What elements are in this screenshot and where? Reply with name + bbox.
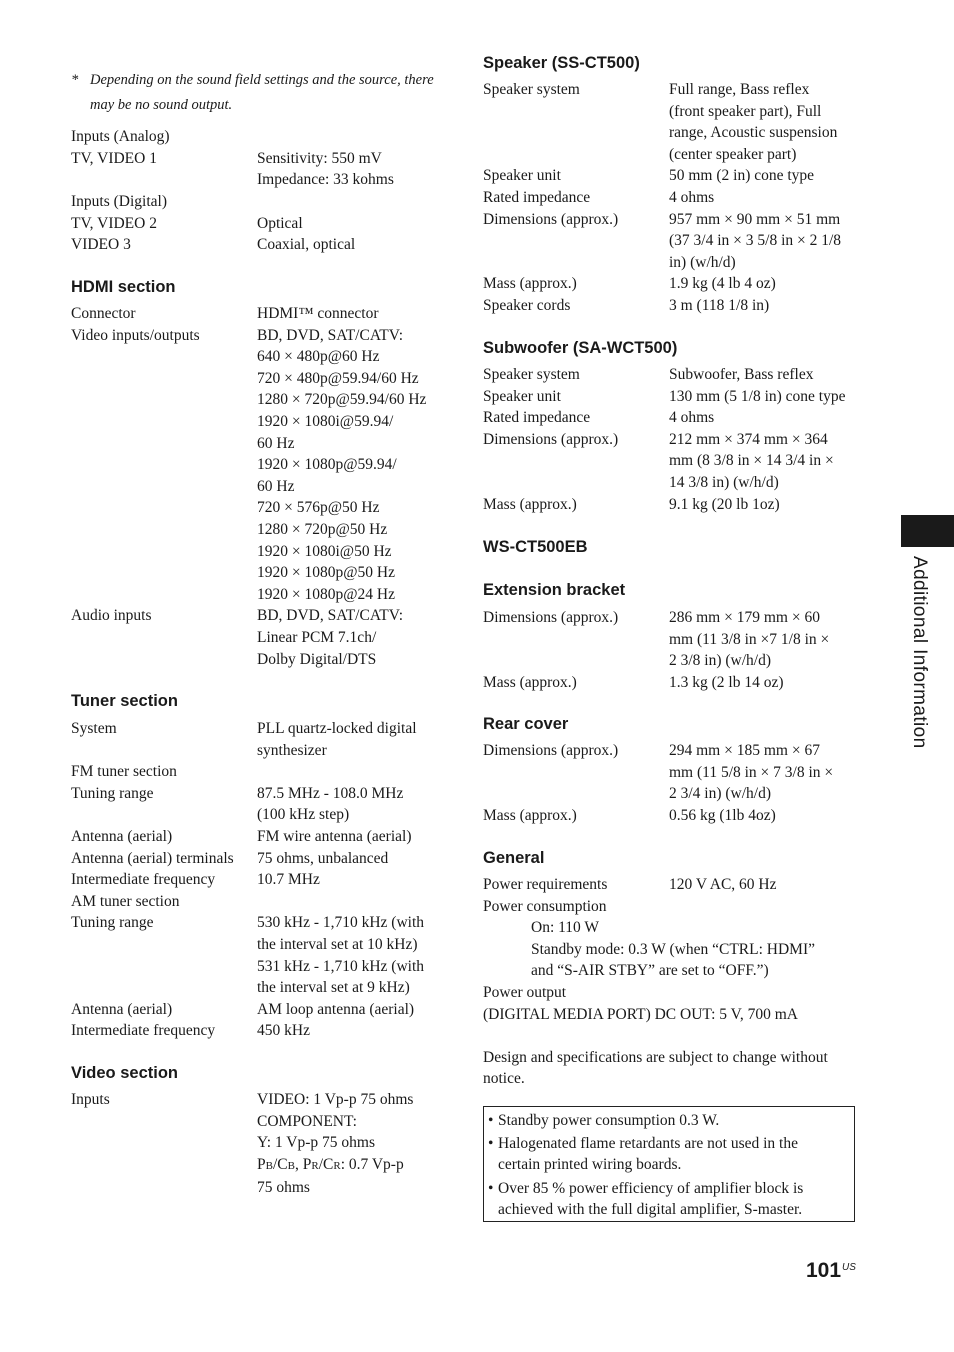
footnote-marker: * xyxy=(71,72,79,88)
bullet-text: Halogenated flame retardants are not used in the certain printed wiring boards. xyxy=(498,1134,798,1174)
page-region-suffix: US xyxy=(842,1262,856,1273)
disclaimer-line: notice. xyxy=(483,1070,525,1088)
bullet-marker: • xyxy=(488,1112,494,1129)
spec-value-line: 10.7 MHz xyxy=(257,871,320,889)
video-rows xyxy=(71,1089,451,1199)
spec-value-line: mm (11 3/8 in ×7 1/8 in × xyxy=(669,630,830,648)
spec-value-line: 3 m (118 1/8 in) xyxy=(669,296,770,314)
spec-row xyxy=(483,209,863,274)
bullet-text: Over 85 % power efficiency of amplifier block is achieved with the full digital amplifier, S-master. xyxy=(498,1179,804,1219)
spec-value-line: 14 3/8 in) (w/h/d) xyxy=(669,473,779,491)
bullet-marker: • xyxy=(488,1134,494,1152)
spec-value xyxy=(257,213,451,235)
hdmi-section-title: HDMI section xyxy=(71,278,176,296)
spec-row xyxy=(71,891,451,913)
bullet-marker: • xyxy=(488,1179,494,1197)
spec-value-line: Dolby Digital/DTS xyxy=(257,650,377,668)
rear-cover-rows xyxy=(483,740,863,826)
video-component-line: COMPONENT: xyxy=(257,1112,357,1130)
spec-row xyxy=(71,912,451,998)
spec-value xyxy=(257,869,451,891)
spec-value xyxy=(669,429,863,494)
spec-value xyxy=(669,386,863,408)
spec-value-line: 1280 × 720p@50 Hz xyxy=(257,520,388,538)
power-standby-line: Standby mode: 0.3 W (when “CTRL: HDMI” xyxy=(531,940,815,958)
spec-value xyxy=(669,209,863,274)
spec-row xyxy=(483,187,863,209)
spec-label: Mass (approx.) xyxy=(483,673,577,691)
spec-value xyxy=(669,364,863,386)
spec-label: Connector xyxy=(71,305,136,322)
spec-row xyxy=(71,605,451,670)
spec-value-line: 75 ohms, unbalanced xyxy=(257,849,389,867)
spec-row xyxy=(71,234,451,256)
inputs-digital-rows xyxy=(71,213,451,256)
eco-bullet-item xyxy=(488,1178,848,1221)
spec-label: Inputs xyxy=(71,1091,110,1108)
eco-bullet-item xyxy=(488,1133,848,1176)
spec-row xyxy=(483,165,863,187)
spec-value-line: 640 × 480p@60 Hz xyxy=(257,348,380,366)
spec-label: Intermediate frequency xyxy=(71,1022,216,1040)
spec-value-line: Coaxial, optical xyxy=(257,236,356,254)
spec-value-line: in) (w/h/d) xyxy=(669,253,736,271)
power-on-line: On: 110 W xyxy=(531,919,600,937)
spec-value-line: Full range, Bass reflex xyxy=(669,81,810,98)
spec-value: 120 V AC, 60 Hz xyxy=(669,876,777,893)
side-tab-label: Additional Information xyxy=(909,556,930,749)
spec-value xyxy=(669,273,863,295)
spec-value-line: 60 Hz xyxy=(257,434,295,452)
spec-label: Mass (approx.) xyxy=(483,495,577,513)
video-section-title: Video section xyxy=(71,1064,178,1082)
spec-value-line: (37 3/4 in × 3 5/8 in × 2 1/8 xyxy=(669,232,842,250)
spec-row xyxy=(71,325,451,606)
spec-value-line: 87.5 MHz - 108.0 MHz xyxy=(257,784,404,802)
spec-value-line: 1920 × 1080p@59.94/ xyxy=(257,456,397,474)
page-number: 101 xyxy=(806,1259,842,1282)
spec-row xyxy=(483,805,863,827)
spec-value-line: AM loop antenna (aerial) xyxy=(257,1000,415,1018)
power-output-label: Power output xyxy=(483,983,567,1001)
spec-value xyxy=(257,148,451,191)
spec-value-line: the interval set at 9 kHz) xyxy=(257,979,410,997)
spec-label: Power requirements xyxy=(483,876,608,893)
spec-value-line: 2 3/8 in) (w/h/d) xyxy=(669,652,772,670)
spec-value xyxy=(257,325,451,606)
side-tab-marker xyxy=(901,515,954,547)
spec-value xyxy=(257,891,451,913)
spec-value xyxy=(669,165,863,187)
spec-label: Antenna (aerial) xyxy=(71,1000,173,1018)
spec-value xyxy=(257,848,451,870)
spec-label: Speaker system xyxy=(483,366,580,383)
general-section-title: General xyxy=(483,849,545,867)
spec-value xyxy=(669,494,863,516)
spec-value-line: 1920 × 1080i@59.94/ xyxy=(257,412,394,430)
spec-value-line: 9.1 kg (20 lb 1oz) xyxy=(669,495,780,513)
inputs-digital-block xyxy=(71,191,451,256)
spec-label: Antenna (aerial) xyxy=(71,827,173,845)
spec-row xyxy=(71,1089,451,1199)
spec-value-line: (100 kHz step) xyxy=(257,806,350,824)
spec-value-line: 1.9 kg (4 lb 4 oz) xyxy=(669,275,776,293)
speaker-section-title: Speaker (SS-CT500) xyxy=(483,54,640,72)
spec-value-line: 1920 × 1080p@24 Hz xyxy=(257,585,395,603)
spec-value-line: 294 mm × 185 mm × 67 xyxy=(669,742,820,759)
spec-label: Dimensions (approx.) xyxy=(483,742,619,759)
spec-value xyxy=(669,79,863,165)
spec-row xyxy=(483,494,863,516)
disclaimer-line: Design and specifications are subject to change without xyxy=(483,1048,828,1066)
footnote-text: Depending on the sound field settings and the source, there may be no sound output. xyxy=(90,72,434,113)
rear-cover-section-title: Rear cover xyxy=(483,715,569,733)
inputs-analog-heading: Inputs (Analog) xyxy=(71,128,170,145)
subwoofer-section-title: Subwoofer (SA-WCT500) xyxy=(483,339,678,357)
spec-value-line: 4 ohms xyxy=(669,409,715,427)
inputs-analog-rows xyxy=(71,148,451,191)
spec-value-line: 60 Hz xyxy=(257,477,295,495)
spec-label: VIDEO 3 xyxy=(71,236,131,254)
spec-value-line: 212 mm × 374 mm × 364 xyxy=(669,430,828,448)
spec-value-line: 1.3 kg (2 lb 14 oz) xyxy=(669,673,784,691)
spec-value-line: 720 × 576p@50 Hz xyxy=(257,499,380,517)
inputs-digital-heading: Inputs (Digital) xyxy=(71,193,167,210)
spec-row xyxy=(483,79,863,165)
spec-row xyxy=(483,295,863,317)
spec-value-line: mm (11 5/8 in × 7 3/8 in × xyxy=(669,763,834,781)
spec-value-line: FM wire antenna (aerial) xyxy=(257,827,412,845)
spec-label: Speaker unit xyxy=(483,387,561,405)
spec-value xyxy=(257,761,451,783)
spec-value-line: Linear PCM 7.1ch/ xyxy=(257,628,377,646)
spec-value xyxy=(257,605,451,670)
power-standby-line: and “S-AIR STBY” are set to “OFF.”) xyxy=(531,962,769,980)
spec-value-line: PLL quartz-locked digital xyxy=(257,720,417,737)
spec-value-line: 1920 × 1080p@50 Hz xyxy=(257,564,395,582)
video-pbpr-line: PB/CB, PR/CR: 0.7 Vp-p xyxy=(257,1155,404,1173)
spec-row xyxy=(71,999,451,1021)
spec-value-line: HDMI™ connector xyxy=(257,305,379,322)
spec-label: Dimensions (approx.) xyxy=(483,430,619,448)
spec-label: Speaker cords xyxy=(483,296,571,314)
spec-value xyxy=(669,295,863,317)
spec-label: AM tuner section xyxy=(71,892,180,910)
spacer xyxy=(483,1025,863,1047)
spec-value xyxy=(257,1089,451,1199)
spec-value xyxy=(669,407,863,429)
bracket-rows xyxy=(483,607,863,693)
spec-label: System xyxy=(71,720,117,737)
spec-value xyxy=(257,999,451,1021)
eco-bullet-item xyxy=(488,1110,848,1132)
spec-row xyxy=(483,429,863,494)
spec-value xyxy=(257,303,451,325)
spec-label: Rated impedance xyxy=(483,409,591,427)
inputs-analog-block xyxy=(71,126,451,191)
footnote xyxy=(71,68,451,118)
spec-row xyxy=(71,718,451,761)
spec-value-line: 1280 × 720p@59.94/60 Hz xyxy=(257,391,427,409)
spec-row xyxy=(71,826,451,848)
spec-row xyxy=(483,874,863,896)
spec-label: Speaker unit xyxy=(483,167,561,185)
spec-value-line: 2 3/4 in) (w/h/d) xyxy=(669,785,772,803)
subwoofer-rows xyxy=(483,364,863,515)
spec-label: Speaker system xyxy=(483,81,580,98)
spec-label: Tuning range xyxy=(71,784,154,802)
ws-model-title: WS-CT500EB xyxy=(483,538,588,556)
spec-label: Dimensions (approx.) xyxy=(483,609,619,626)
spec-label: Mass (approx.) xyxy=(483,806,577,824)
video-composite-line: VIDEO: 1 Vp-p 75 ohms xyxy=(257,1091,414,1108)
spec-value xyxy=(669,740,863,805)
spec-label: Dimensions (approx.) xyxy=(483,210,619,228)
spec-row xyxy=(483,386,863,408)
tuner-section-title: Tuner section xyxy=(71,692,178,710)
spec-value-line: Impedance: 33 kohms xyxy=(257,171,394,189)
bracket-section-title: Extension bracket xyxy=(483,581,626,599)
spec-label: Audio inputs xyxy=(71,607,152,625)
spec-row xyxy=(71,761,451,783)
spec-value-line: 450 kHz xyxy=(257,1022,310,1040)
spec-row xyxy=(483,273,863,295)
power-consumption-label: Power consumption xyxy=(483,897,607,915)
spec-value-line: 0.56 kg (1lb 4oz) xyxy=(669,806,776,824)
tuner-rows xyxy=(71,718,451,1042)
hdmi-rows xyxy=(71,303,451,670)
spec-value-line: Sensitivity: 550 mV xyxy=(257,149,382,167)
spec-label: TV, VIDEO 1 xyxy=(71,149,157,167)
spec-label: TV, VIDEO 2 xyxy=(71,214,157,232)
spec-value-line: mm (8 3/8 in × 14 3/4 in × xyxy=(669,452,834,470)
spec-row xyxy=(483,407,863,429)
spec-value-line: 531 kHz - 1,710 kHz (with xyxy=(257,957,425,975)
spec-value xyxy=(257,826,451,848)
spec-row xyxy=(483,607,863,672)
spec-row xyxy=(71,783,451,826)
spec-row xyxy=(71,1020,451,1042)
spec-value-line: the interval set at 10 kHz) xyxy=(257,935,418,953)
spec-value xyxy=(669,672,863,694)
spec-value-line: (center speaker part) xyxy=(669,145,797,163)
general-rows xyxy=(483,874,863,1090)
spec-row xyxy=(71,213,451,235)
spec-value-line: synthesizer xyxy=(257,741,327,759)
spec-value xyxy=(669,607,863,672)
spec-label: Intermediate frequency xyxy=(71,871,216,889)
spec-value-line: Subwoofer, Bass reflex xyxy=(669,366,814,383)
spec-value xyxy=(257,718,451,761)
speaker-rows xyxy=(483,79,863,317)
spec-label: Tuning range xyxy=(71,914,154,932)
video-ohms-line: 75 ohms xyxy=(257,1179,310,1197)
spec-value xyxy=(669,805,863,827)
eco-info-box xyxy=(483,1106,855,1222)
spec-row xyxy=(71,148,451,191)
spec-value-line: 130 mm (5 1/8 in) cone type xyxy=(669,387,846,405)
spec-value-line: (front speaker part), Full xyxy=(669,102,822,120)
spec-row xyxy=(71,303,451,325)
spec-row xyxy=(71,869,451,891)
spec-value xyxy=(257,234,451,256)
spec-value-line: 1920 × 1080i@50 Hz xyxy=(257,542,392,560)
spec-value-line: 957 mm × 90 mm × 51 mm xyxy=(669,210,841,228)
spec-row xyxy=(483,740,863,805)
spec-row xyxy=(483,672,863,694)
spec-value xyxy=(257,1020,451,1042)
spec-value xyxy=(669,187,863,209)
spec-value-line: 4 ohms xyxy=(669,188,715,206)
spec-label: FM tuner section xyxy=(71,763,177,781)
power-output-value: (DIGITAL MEDIA PORT) DC OUT: 5 V, 700 mA xyxy=(483,1005,798,1023)
spec-row xyxy=(71,848,451,870)
spec-value-line: 50 mm (2 in) cone type xyxy=(669,167,815,185)
video-y-line: Y: 1 Vp-p 75 ohms xyxy=(257,1134,375,1152)
spec-value-line: 530 kHz - 1,710 kHz (with xyxy=(257,914,425,932)
spec-label: Video inputs/outputs xyxy=(71,326,200,344)
spec-value-line: range, Acoustic suspension xyxy=(669,124,838,142)
spec-value-line: BD, DVD, SAT/CATV: xyxy=(257,607,404,625)
spec-value xyxy=(257,783,451,826)
spec-value-line: BD, DVD, SAT/CATV: xyxy=(257,326,404,344)
spec-row xyxy=(483,364,863,386)
spec-label: Mass (approx.) xyxy=(483,275,577,293)
spec-label: Antenna (aerial) terminals xyxy=(71,849,234,867)
spec-label: Rated impedance xyxy=(483,188,591,206)
spec-value xyxy=(257,912,451,998)
spec-value-line: 720 × 480p@59.94/60 Hz xyxy=(257,369,419,387)
spec-value-line: 286 mm × 179 mm × 60 xyxy=(669,609,820,626)
bullet-text: Standby power consumption 0.3 W. xyxy=(498,1112,720,1129)
spec-value-line: Optical xyxy=(257,214,303,232)
